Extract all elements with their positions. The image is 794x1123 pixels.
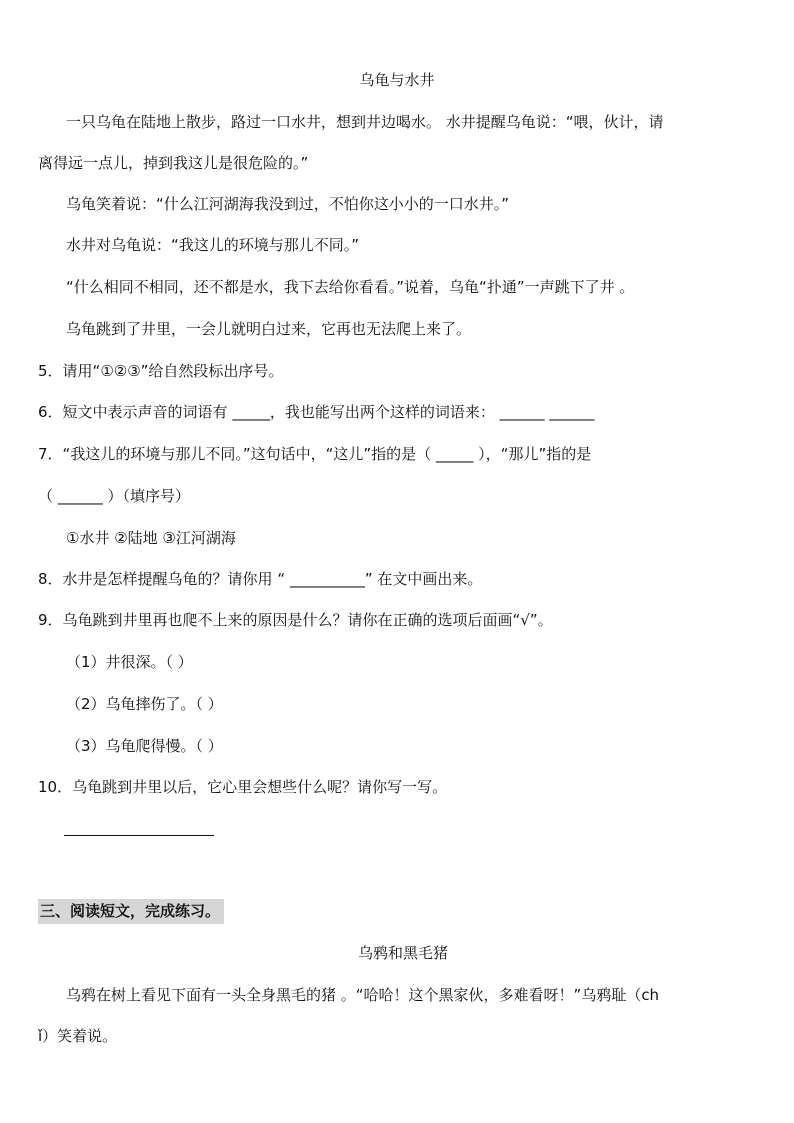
question-7-continued: （ ______ ）（填序号） [38, 487, 191, 505]
question-9-option-2: （2）乌龟摔伤了。（ ） [66, 695, 223, 713]
question-5: 5．请用“①②③”给自然段标出序号。 [38, 362, 284, 380]
question-7: 7．“我这儿的环境与那儿不同。”这句话中，“这儿”指的是（ _____ ），“那儿”指的是 [38, 445, 592, 463]
story1-paragraph-1-line-2: 离得远一点儿，掉到我这儿是很危险的。” [38, 154, 309, 172]
story2-paragraph-1-line-2: ǐ）笑着说。 [38, 1027, 118, 1045]
story1-paragraph-4: “什么相同不相同，还不都是水，我下去给你看看。”说着，乌龟“扑通”一声跳下了井 。 [66, 278, 635, 296]
question-9: 9．乌龟跳到井里再也爬不上来的原因是什么？请你在正确的选项后面画“√”。 [38, 611, 553, 629]
story1-paragraph-1-line-1: 一只乌龟在陆地上散步，路过一口水井，想到井边喝水。 水井提醒乌龟说：“喂，伙计，请 [66, 113, 664, 131]
question-6: 6．短文中表示声音的词语有 _____，我也能写出两个这样的词语来： ______ ______ [38, 403, 595, 421]
question-9-option-1: （1）井很深。（ ） [66, 653, 193, 671]
question-7-options: ①水井 ②陆地 ③江河湖海 [66, 529, 236, 547]
question-8: 8．水井是怎样提醒乌龟的？请你用 “ __________” 在文中画出来。 [38, 570, 483, 588]
story1-paragraph-3: 水井对乌龟说：“我这儿的环境与那儿不同。” [66, 236, 360, 254]
story1-paragraph-5: 乌龟跳到了井里，一会儿就明白过来，它再也无法爬上来了。 [66, 320, 472, 338]
section-3-heading: 三、阅读短文，完成练习。 [38, 899, 224, 924]
answer-line[interactable] [64, 835, 214, 836]
story1-paragraph-2: 乌龟笑着说：“什么江河湖海我没到过，不怕你这小小的一口水井。” [66, 195, 510, 213]
question-9-option-3: （3）乌龟爬得慢。（ ） [66, 737, 223, 755]
question-10: 10．乌龟跳到井里以后，它心里会想些什么呢？请你写一写。 [38, 778, 448, 796]
story1-title: 乌龟与水井 [359, 71, 435, 89]
story2-paragraph-1-line-1: 乌鸦在树上看见下面有一头全身黑毛的猪 。“哈哈！这个黑家伙，多难看呀！”乌鸦耻（ch [66, 986, 660, 1004]
story2-title: 乌鸦和黑毛猪 [358, 944, 449, 962]
